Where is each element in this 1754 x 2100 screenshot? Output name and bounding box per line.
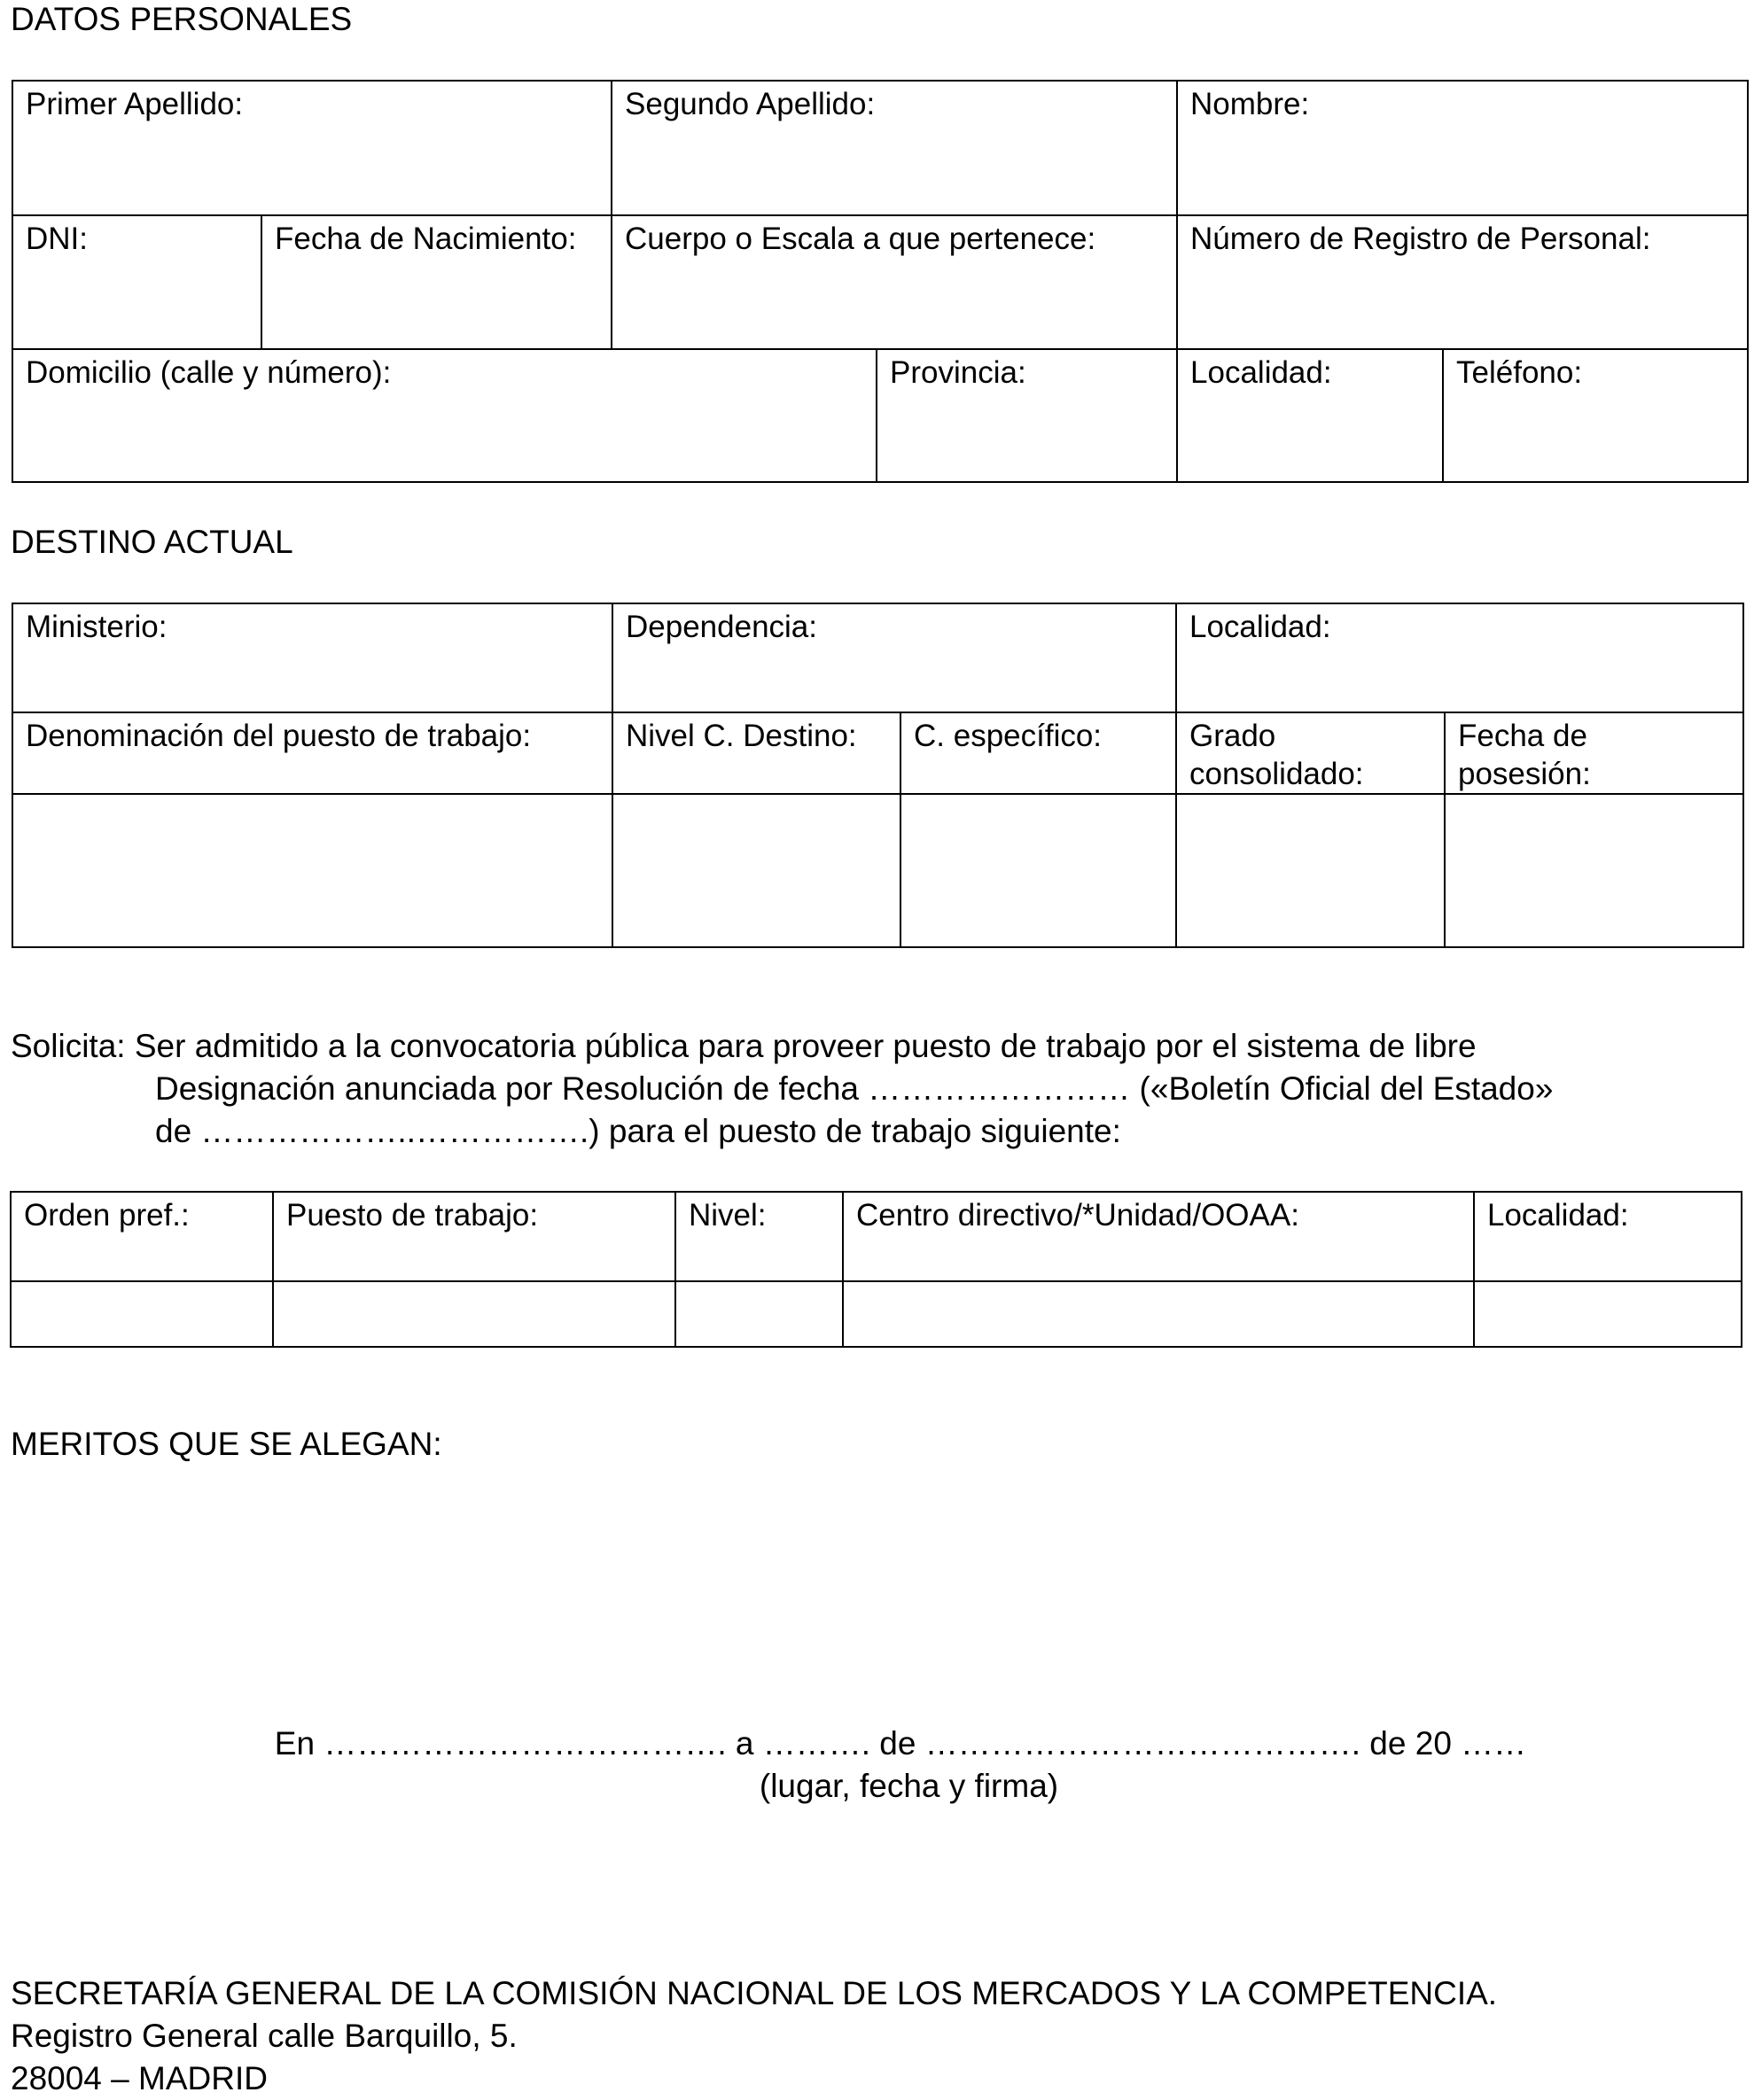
destino-localidad-label: Localidad: <box>1189 610 1331 644</box>
cuerpo-escala-field[interactable] <box>612 215 1177 349</box>
grado-label-line1: Grado <box>1189 719 1276 753</box>
puesto-localidad-label: Localidad: <box>1487 1198 1629 1233</box>
nivel-destino-label: Nivel C. Destino: <box>626 719 857 753</box>
puesto-trabajo-input[interactable] <box>273 1281 675 1347</box>
ministerio-field[interactable] <box>12 603 612 712</box>
section-heading-destino-actual: DESTINO ACTUAL <box>11 524 293 560</box>
solicita-line-1: Solicita: Ser admitido a la convocatoria pública para proveer puesto de trabajo por el sistema de libre <box>11 1028 1477 1064</box>
especifico-header <box>900 712 1176 794</box>
footer-line-2: Registro General calle Barquillo, 5. <box>11 2018 518 2054</box>
destino-actual-table <box>12 603 1744 948</box>
primer-apellido-label: Primer Apellido: <box>26 87 244 121</box>
fecha-nacimiento-field[interactable] <box>261 215 612 349</box>
cuerpo-escala-label: Cuerpo o Escala a que pertenece: <box>625 222 1096 256</box>
solicita-line-2: Designación anunciada por Resolución de fecha …………………… («Boletín Oficial del Estado» <box>155 1070 1554 1107</box>
domicilio-field[interactable] <box>12 349 877 482</box>
section-heading-datos-personales: DATOS PERSONALES <box>11 1 353 37</box>
telefono-field[interactable] <box>1443 349 1748 482</box>
dni-label: DNI: <box>26 222 88 256</box>
firma-block <box>0 1723 1754 1808</box>
puesto-table <box>10 1191 1742 1348</box>
nombre-label: Nombre: <box>1190 87 1310 121</box>
centro-directivo-header <box>843 1192 1474 1281</box>
fecha-posesion-label-line1: Fecha de <box>1458 719 1587 753</box>
especifico-label: C. específico: <box>914 719 1103 753</box>
datos-personales-table <box>12 80 1749 483</box>
nombre-field[interactable] <box>1177 81 1748 215</box>
puesto-localidad-header <box>1474 1192 1742 1281</box>
localidad-field[interactable] <box>1177 349 1443 482</box>
orden-pref-label: Orden pref.: <box>24 1198 190 1233</box>
dni-field[interactable] <box>12 215 261 349</box>
footer-address <box>11 1972 1497 2100</box>
numero-registro-field[interactable] <box>1177 215 1748 349</box>
telefono-label: Teléfono: <box>1456 355 1583 390</box>
fecha-posesion-header <box>1445 712 1743 794</box>
section-heading-meritos: MERITOS QUE SE ALEGAN: <box>11 1426 442 1462</box>
orden-pref-input[interactable] <box>11 1281 273 1347</box>
orden-pref-header <box>11 1192 273 1281</box>
destino-localidad-field[interactable] <box>1176 603 1743 712</box>
denominacion-input[interactable] <box>12 794 612 947</box>
domicilio-label: Domicilio (calle y número): <box>26 355 392 390</box>
puesto-trabajo-label: Puesto de trabajo: <box>286 1198 539 1233</box>
provincia-field[interactable] <box>877 349 1177 482</box>
grado-input[interactable] <box>1176 794 1445 947</box>
numero-registro-label: Número de Registro de Personal: <box>1190 222 1651 256</box>
firma-caption: (lugar, fecha y firma) <box>759 1768 1059 1804</box>
nivel-destino-header <box>612 712 900 794</box>
nivel-label: Nivel: <box>689 1198 767 1233</box>
dependencia-label: Dependencia: <box>626 610 817 644</box>
nivel-destino-input[interactable] <box>612 794 900 947</box>
dependencia-field[interactable] <box>612 603 1176 712</box>
footer-line-3: 28004 – MADRID <box>11 2060 268 2096</box>
denominacion-label: Denominación del puesto de trabajo: <box>26 719 532 753</box>
puesto-localidad-input[interactable] <box>1474 1281 1742 1347</box>
denominacion-header <box>12 712 612 794</box>
solicita-paragraph <box>11 1025 1553 1153</box>
solicita-line-3: de ………………..…………….) para el puesto de trabajo siguiente: <box>155 1113 1121 1149</box>
grado-header <box>1176 712 1445 794</box>
segundo-apellido-label: Segundo Apellido: <box>625 87 876 121</box>
nivel-header <box>675 1192 843 1281</box>
grado-label-line2: consolidado: <box>1189 757 1364 791</box>
provincia-label: Provincia: <box>890 355 1026 390</box>
fecha-posesion-input[interactable] <box>1445 794 1743 947</box>
fecha-nacimiento-label: Fecha de Nacimiento: <box>275 222 577 256</box>
puesto-trabajo-header <box>273 1192 675 1281</box>
nivel-input[interactable] <box>675 1281 843 1347</box>
firma-line: En ………………………………. a ………. de …………………………………. de 20 …… <box>274 1725 1527 1762</box>
primer-apellido-field[interactable] <box>12 81 612 215</box>
footer-line-1: SECRETARÍA GENERAL DE LA COMISIÓN NACIONAL DE LOS MERCADOS Y LA COMPETENCIA. <box>11 1975 1498 2011</box>
ministerio-label: Ministerio: <box>26 610 168 644</box>
especifico-input[interactable] <box>900 794 1176 947</box>
fecha-posesion-label-line2: posesión: <box>1458 757 1591 791</box>
localidad-label: Localidad: <box>1190 355 1332 390</box>
centro-directivo-label: Centro directivo/*Unidad/OOAA: <box>856 1198 1299 1233</box>
centro-directivo-input[interactable] <box>843 1281 1474 1347</box>
segundo-apellido-field[interactable] <box>612 81 1177 215</box>
